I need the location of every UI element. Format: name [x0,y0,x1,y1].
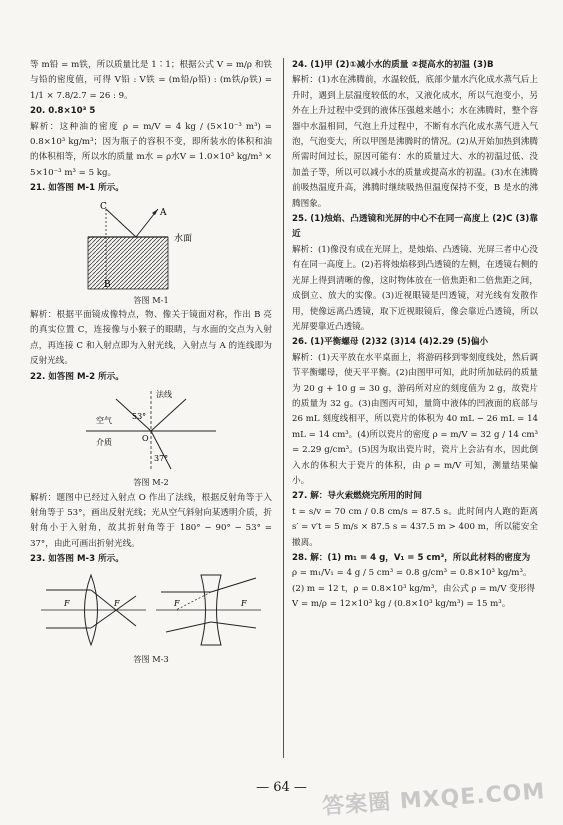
answer-20-head: 20. 0.8×10³ 5 [30,106,96,117]
water-region [88,237,168,289]
focus-f3: F [174,598,180,608]
column-divider [283,58,284,758]
answer-25-head: 25. (1)烛焰、凸透镜和光屏的中心不在同一高度上 (2)C (3)靠近 [292,214,538,240]
answer-19-continued: 等 m铅 = m铁，所以质量比是 1∶1；根据公式 V = m/ρ 和铁与铅的密度值，可得 V铅 : V铁 = (m铅/ρ铅) : (m铁/ρ铁) = 1/1 × 7.8/2.7 = 26 : 9。 [30,60,272,101]
label-air: 空气 [96,416,112,426]
answer-26-explanation: 解析：(1)天平放在水平桌面上，将游码移到零刻度线处，然后调节平衡螺母，使天平平衡。(2)由图甲可知，此时所加砝码的质量为 20 g + 10 g = 30 g，游码所对应的刻度值为 2 g，故瓷片的质量为 32 g。(3)由图丙可知，量筒中液体的凹液面的底部与 26 mL 刻度线相平，所以瓷片的体积为 40 mL − 26 mL = 14 mL = 14 cm³。(4)所以瓷片的密度 ρ = m/V = 32 g / 14 cm³ = 2.29 g/cm³。(5)因为取出瓷片时，瓷片上会沾有水，因此倒入水的体积大于瓷片的体积，由 ρ = m/V 可知，测量结果偏小。 [292,352,538,486]
left-column [30,58,272,667]
answer-28-head: 28. 解：(1) m₁ = 4 g，V₁ = 5 cm³，所以此材料的密度为 [292,553,531,563]
answer-22-head: 22. 如答图 M-2 所示。 [30,371,124,382]
figure-m1 [76,199,226,291]
right-column [292,58,538,613]
label-angle-53: 53° [132,412,147,422]
label-normal: 法线 [156,390,172,400]
answer-27-head: 27. 解：导火索燃烧完所用的时间 [292,491,422,502]
caption-m3: 答图 M-3 [133,653,169,664]
label-angle-37: 37° [154,454,169,464]
label-medium: 介质 [96,438,112,448]
answer-25-explanation: 解析：(1)像没有成在光屏上，是烛焰、凸透镜、光屏三者中心没有在同一高度上。(2)若将烛焰移到凸透镜的左侧，在透镜右侧的光屏上得到清晰的像，这时物体放在一倍焦距和二倍焦距之间，成倒立、放大的实像。(3)近视眼镜是凹透镜，对光线有发散作用，使像远离凸透镜，取下近视眼镜后，像会靠近凸透镜，所以光屏要靠近凸透镜。 [292,244,538,332]
answer-22-explanation: 解析：题图中已经过入射点 O 作出了法线，根据反射角等于入射角等于 53°，画出反射光线；光从空气斜射向某透明介质，折射角小于入射角，故其折射角等于 180° − 90° − 53° = 37°，由此可画出折射光线。 [30,492,272,549]
label-point-o: O [142,434,149,444]
answer-27-solution: t = s/v = 70 cm / 0.8 cm/s = 87.5 s。此时间内人跑的距离 s′ = v′t = 5 m/s × 87.5 s = 437.5 m > 400 m，所以能安全撤离。 [292,506,538,548]
figure-m2 [76,387,226,473]
answer-20-explanation: 解析：这种油的密度 ρ = m/V = 4 kg / (5×10⁻³ m³) = 0.8×10³ kg/m³；因为瓶子的容积不变，即所装水的体积和油的体积相等，所以水的质量 m水 = ρ水V = 1.0×10³ kg/m³ × 5×10⁻³ m³ = 5 kg。 [30,121,272,178]
figure-m3 [36,570,266,650]
watermark-logo: 答案圈 MXQE.COM [321,779,546,820]
label-water-surface: 水面 [174,233,193,244]
label-a: A [160,207,167,218]
caption-m2: 答图 M-2 [133,477,169,488]
answer-21-head: 21. 如答图 M-1 所示。 [30,183,124,194]
label-b: B [104,279,111,290]
focus-f4: F [241,598,247,608]
focus-f1: F [64,598,70,608]
focus-f2: F [114,598,120,608]
answer-23-head: 23. 如答图 M-3 所示。 [30,554,124,565]
answer-24-explanation: 解析：(1)水在沸腾前，水温较低，底部少量水汽化成水蒸气后上升时，遇到上层温度较低的水，又液化成水，所以气泡变小，另外在上升过程中受到的液体压强越来越小；水在沸腾时，整个容器中水温相同，气泡上升过程中，不断有水汽化成水蒸气进入气泡，气泡变大，所以甲图是沸腾时的情况。(2)从开始加热到沸腾所需时间过长，原因可能有：水的质量过大、水的初温过低、没加盖子等，所以可以减小水的质量或提高水的初温。(3)水在沸腾前吸热温度升高，沸腾时继续吸热但温度保持不变，B 是水的沸腾图象。 [292,75,538,209]
answer-21-explanation: 解析：根据平面镜成像特点，物、像关于镜面对称，作出 B 亮的真实位置 C，连接像与小猴子的眼睛，与水面的交点为入射点，再连接 C 和入射点即为入射光线，入射点与 A 的连线即为反射光线。 [30,310,272,367]
answer-24-head: 24. (1)甲 (2)①减小水的质量 ②提高水的初温 (3)B [292,60,494,70]
answer-28-part2: (2) m = 12 t，ρ = 0.8×10³ kg/m³，由公式 ρ = m/V 变形得 [292,583,535,594]
answer-28-volume: V = m/ρ = 12×10³ kg / (0.8×10³ kg/m³) = 15 m³。 [292,599,511,610]
answer-26-head: 26. (1)平衡螺母 (2)32 (3)14 (4)2.29 (5)偏小 [292,337,489,348]
answer-28-density: ρ = m₁/V₁ = 4 g / 5 cm³ = 0.8 g/cm³ = 0.8×10³ kg/m³。 [292,568,532,579]
page-number: — 64 — [256,780,307,795]
caption-m1: 答图 M-1 [133,294,169,305]
label-c: C [100,201,107,212]
